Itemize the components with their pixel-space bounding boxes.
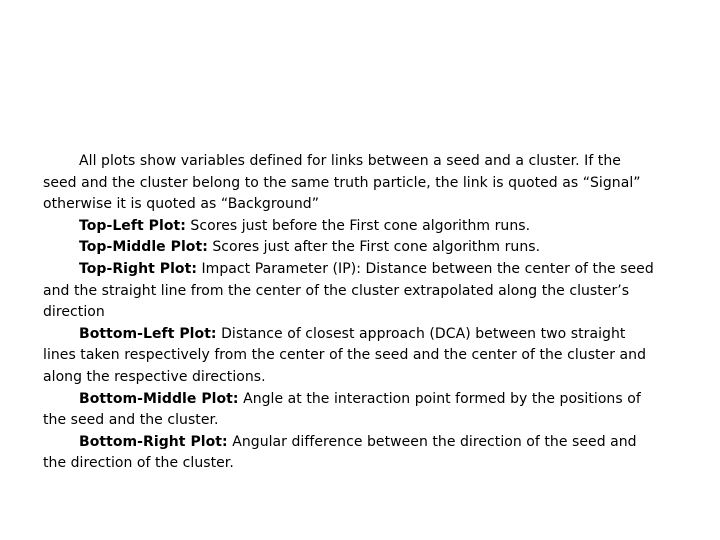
intro-text: All plots show variables defined for links between a seed and a cluster. If the seed and the cluster belong to the same truth particle, the link is quoted as “Signal” otherwise it is quoted as “Background” [43,153,641,213]
top-left-plot-text: Scores just before the First cone algorithm runs. [185,217,531,234]
top-right-plot-paragraph [43,259,655,324]
bottom-middle-plot-paragraph [43,389,655,432]
bottom-right-plot-text: Angular difference between the direction of the seed and the direction of the cluster. [43,433,637,472]
bottom-middle-plot-text: Angle at the interaction point formed by the positions of the seed and the cluster. [43,390,641,429]
top-left-plot-paragraph [43,216,655,238]
top-middle-plot-text: Scores just after the First cone algorithm runs. [207,239,541,256]
text-body [43,151,655,475]
top-right-plot-text: Impact Parameter (IP): Distance between the center of the seed and the straight line from the center of the cluster extrapolated along the cluster’s direction [43,260,654,321]
intro-paragraph [43,151,655,216]
top-middle-plot-label: Top-Middle Plot: [79,239,208,256]
bottom-right-plot-label: Bottom-Right Plot: [79,433,228,450]
bottom-right-plot-paragraph [43,432,655,475]
bottom-left-plot-text: Distance of closest approach (DCA) between two straight lines taken respectively from the center of the seed and the center of the cluster and along the respective directions. [43,325,647,385]
top-middle-plot-paragraph [43,237,655,259]
top-left-plot-label: Top-Left Plot: [79,217,186,234]
bottom-left-plot-paragraph [43,324,655,389]
bottom-left-plot-label: Bottom-Left Plot: [79,325,217,342]
bottom-middle-plot-label: Bottom-Middle Plot: [79,390,239,407]
top-right-plot-label: Top-Right Plot: [79,260,197,277]
